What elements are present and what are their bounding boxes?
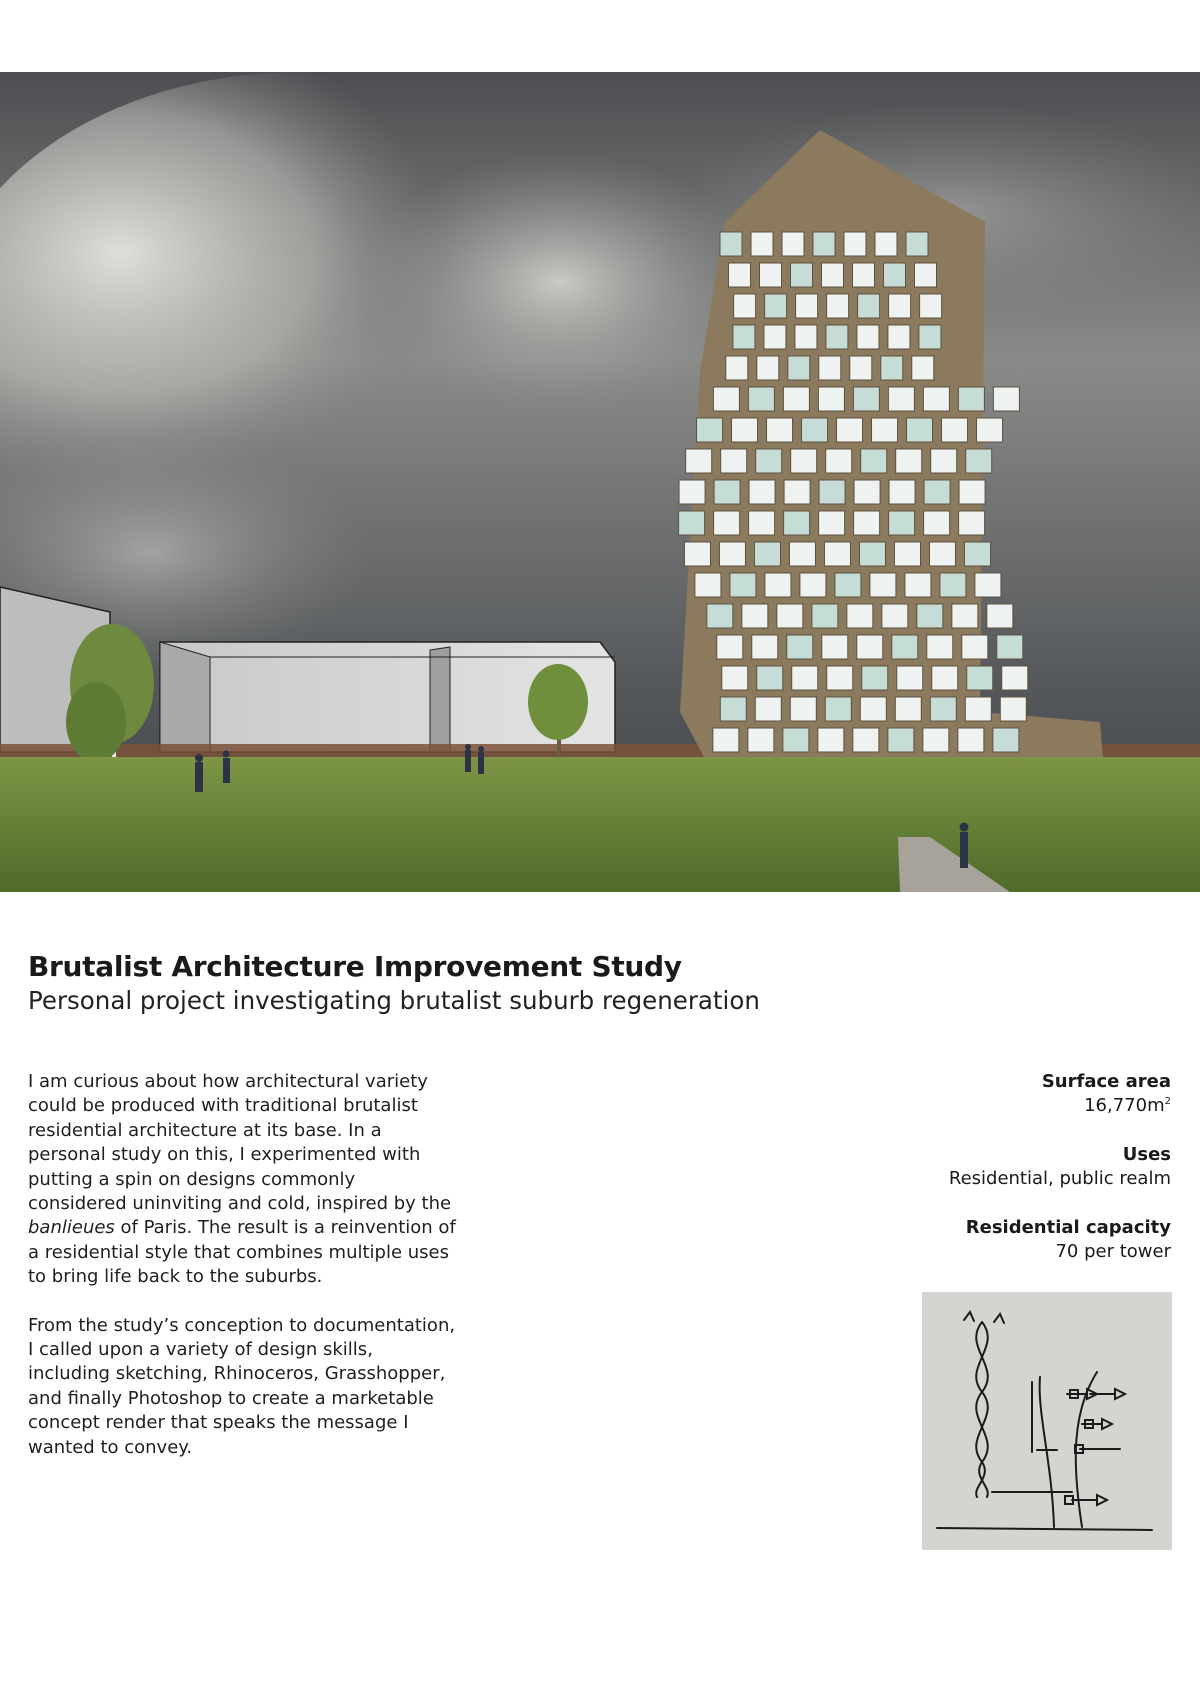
tower-window [827,666,853,690]
spec-value: Residential, public realm [948,1168,1171,1190]
tower-window [679,480,705,504]
tower-window [792,666,818,690]
tower-window [777,604,803,628]
tower-window [726,356,748,380]
tower-window [783,387,809,411]
tower-window [917,604,943,628]
tower-window [748,387,774,411]
tower-window [697,418,723,442]
tower-window [993,387,1019,411]
tower-window [923,387,949,411]
tower-window [847,604,873,628]
paragraph-1-text-end: of Paris. The result is a reinvention of a residential style that combines multiple uses to bring life back to the suburbs. [28,1217,456,1288]
tower-window [965,697,991,721]
tower-window [765,294,787,318]
spec-value [871,1094,1171,1118]
helix-sketch [964,1312,1004,1497]
tower-window [826,325,848,349]
tower-window [754,542,780,566]
tower-window [964,542,990,566]
tower-window [751,232,773,256]
tower-window [818,728,844,752]
tower-window [749,480,775,504]
grass-field [0,757,1200,892]
tower-window [719,542,745,566]
tower-window [783,728,809,752]
tower-window [987,604,1013,628]
tower-window [914,263,936,287]
tower-window [707,604,733,628]
tower-window [889,511,915,535]
tower-window [717,635,743,659]
tower-window [795,325,817,349]
tower-window [788,356,810,380]
tower-window [975,573,1001,597]
tower-window [835,573,861,597]
tower-window [821,263,843,287]
tower-window [924,511,950,535]
tower-window [752,635,778,659]
tower-window [742,604,768,628]
paragraph-1-emphasis: banlieues [28,1217,115,1239]
tower-window [888,387,914,411]
tower-window [907,418,933,442]
tower-window [862,666,888,690]
spec-label: Uses [1122,1143,1171,1165]
tower-window [853,728,879,752]
tower-window [888,728,914,752]
tower-window [959,480,985,504]
tower-window [713,728,739,752]
tower-window [854,511,880,535]
description-text [28,1070,458,1484]
tower-window [881,356,903,380]
tower-window [854,480,880,504]
tower-window [993,728,1019,752]
tower-window [931,449,957,473]
tower-window [850,356,872,380]
tower-window [942,418,968,442]
tower-window [897,666,923,690]
tower-window [872,418,898,442]
tower-window [679,511,705,535]
spec-value-text: 16,770m [1084,1095,1165,1117]
section-sketch [937,1372,1152,1530]
tower-window [927,635,953,659]
tower-window [695,573,721,597]
tower-window [895,697,921,721]
tower-window [923,728,949,752]
tower-window [784,480,810,504]
tower-window [790,263,812,287]
tower-window [892,635,918,659]
tower-window [686,449,712,473]
tower-window [802,418,828,442]
tower-window [720,232,742,256]
tower-window [784,511,810,535]
tower-window [853,387,879,411]
hero-render-image [0,72,1200,892]
tower-window [819,480,845,504]
spec-value: 70 per tower [1055,1241,1171,1263]
spec-value-superscript: 2 [1164,1096,1171,1108]
tower-window [889,294,911,318]
tower-window [791,449,817,473]
tower-window [1000,697,1026,721]
tower-window [959,511,985,535]
tower-window [748,728,774,752]
tower-window [940,573,966,597]
tower-window [906,232,928,256]
tower-window [733,325,755,349]
paragraph-1 [28,1070,458,1290]
tower-window [796,294,818,318]
tower-window [912,356,934,380]
tower-window [767,418,793,442]
tower-window [952,604,978,628]
tower-window [789,542,815,566]
tower-window [962,635,988,659]
tower-window [857,325,879,349]
tower-window [827,294,849,318]
concept-sketch-image [922,1292,1172,1550]
tower-window [728,263,750,287]
tower-window [977,418,1003,442]
tower-window [749,511,775,535]
page-title: Brutalist Architecture Improvement Study [28,950,682,983]
tower-window [714,511,740,535]
tower-window [684,542,710,566]
tower-window [721,449,747,473]
spec-surface-area [871,1070,1171,1119]
tower-window [837,418,863,442]
tower-window [764,325,786,349]
tower-window [858,294,880,318]
tower-window [757,356,779,380]
tower-window [860,697,886,721]
tower-window [826,449,852,473]
tower-window [759,263,781,287]
tower-window [790,697,816,721]
tower-window [730,573,756,597]
tower-window [1002,666,1028,690]
tower-window [882,604,908,628]
tower-window [755,697,781,721]
tower-window [932,666,958,690]
tower-window [825,697,851,721]
tower-window [870,573,896,597]
tower-window [924,480,950,504]
tower-window [875,232,897,256]
tower-window [818,387,844,411]
tower-window [896,449,922,473]
tower-window [997,635,1023,659]
tower-window [756,449,782,473]
tower-window [920,294,942,318]
tower-window [732,418,758,442]
tower-window [888,325,910,349]
tower-window [757,666,783,690]
tower-window [714,480,740,504]
tower-window [819,356,841,380]
tower-window [883,263,905,287]
tower-window [800,573,826,597]
tower-window [889,480,915,504]
paragraph-1-text: I am curious about how architectural variety could be produced with traditional brutalist residential architecture at its base. In a personal study on this, I experimented with putting a spin on designs commonly considered uninviting and cold, inspired by the [28,1071,452,1215]
paragraph-2: From the study’s conception to documentation, I called upon a variety of design skills, including sketching, Rhinoceros, Grasshopper, and finally Photoshop to create a marketable concept render that speaks the message I wanted to convey. [28,1314,456,1458]
tower-window [958,728,984,752]
tower-window [812,604,838,628]
tower-window [720,697,746,721]
spec-uses [871,1143,1171,1192]
tower-window [852,263,874,287]
tower-window [782,232,804,256]
spec-label: Surface area [1041,1071,1171,1092]
tower-window [919,325,941,349]
tower-window [894,542,920,566]
tower-window [861,449,887,473]
tower-window [857,635,883,659]
tower-window [967,666,993,690]
tower-window [958,387,984,411]
tower-window [822,635,848,659]
tower-window [722,666,748,690]
tower-window [734,294,756,318]
tower-window [765,573,791,597]
spec-residential-capacity [871,1216,1171,1265]
tower-window [930,697,956,721]
tower-window [966,449,992,473]
project-specs [871,1070,1171,1288]
tower-window [929,542,955,566]
tower-window [905,573,931,597]
page-subtitle: Personal project investigating brutalist suburb regeneration [28,986,760,1015]
tower-window [824,542,850,566]
tower-window [813,232,835,256]
spec-label: Residential capacity [965,1216,1171,1238]
tower-window [844,232,866,256]
tower-window [859,542,885,566]
tower-window [819,511,845,535]
tower-window [787,635,813,659]
tower-window [713,387,739,411]
